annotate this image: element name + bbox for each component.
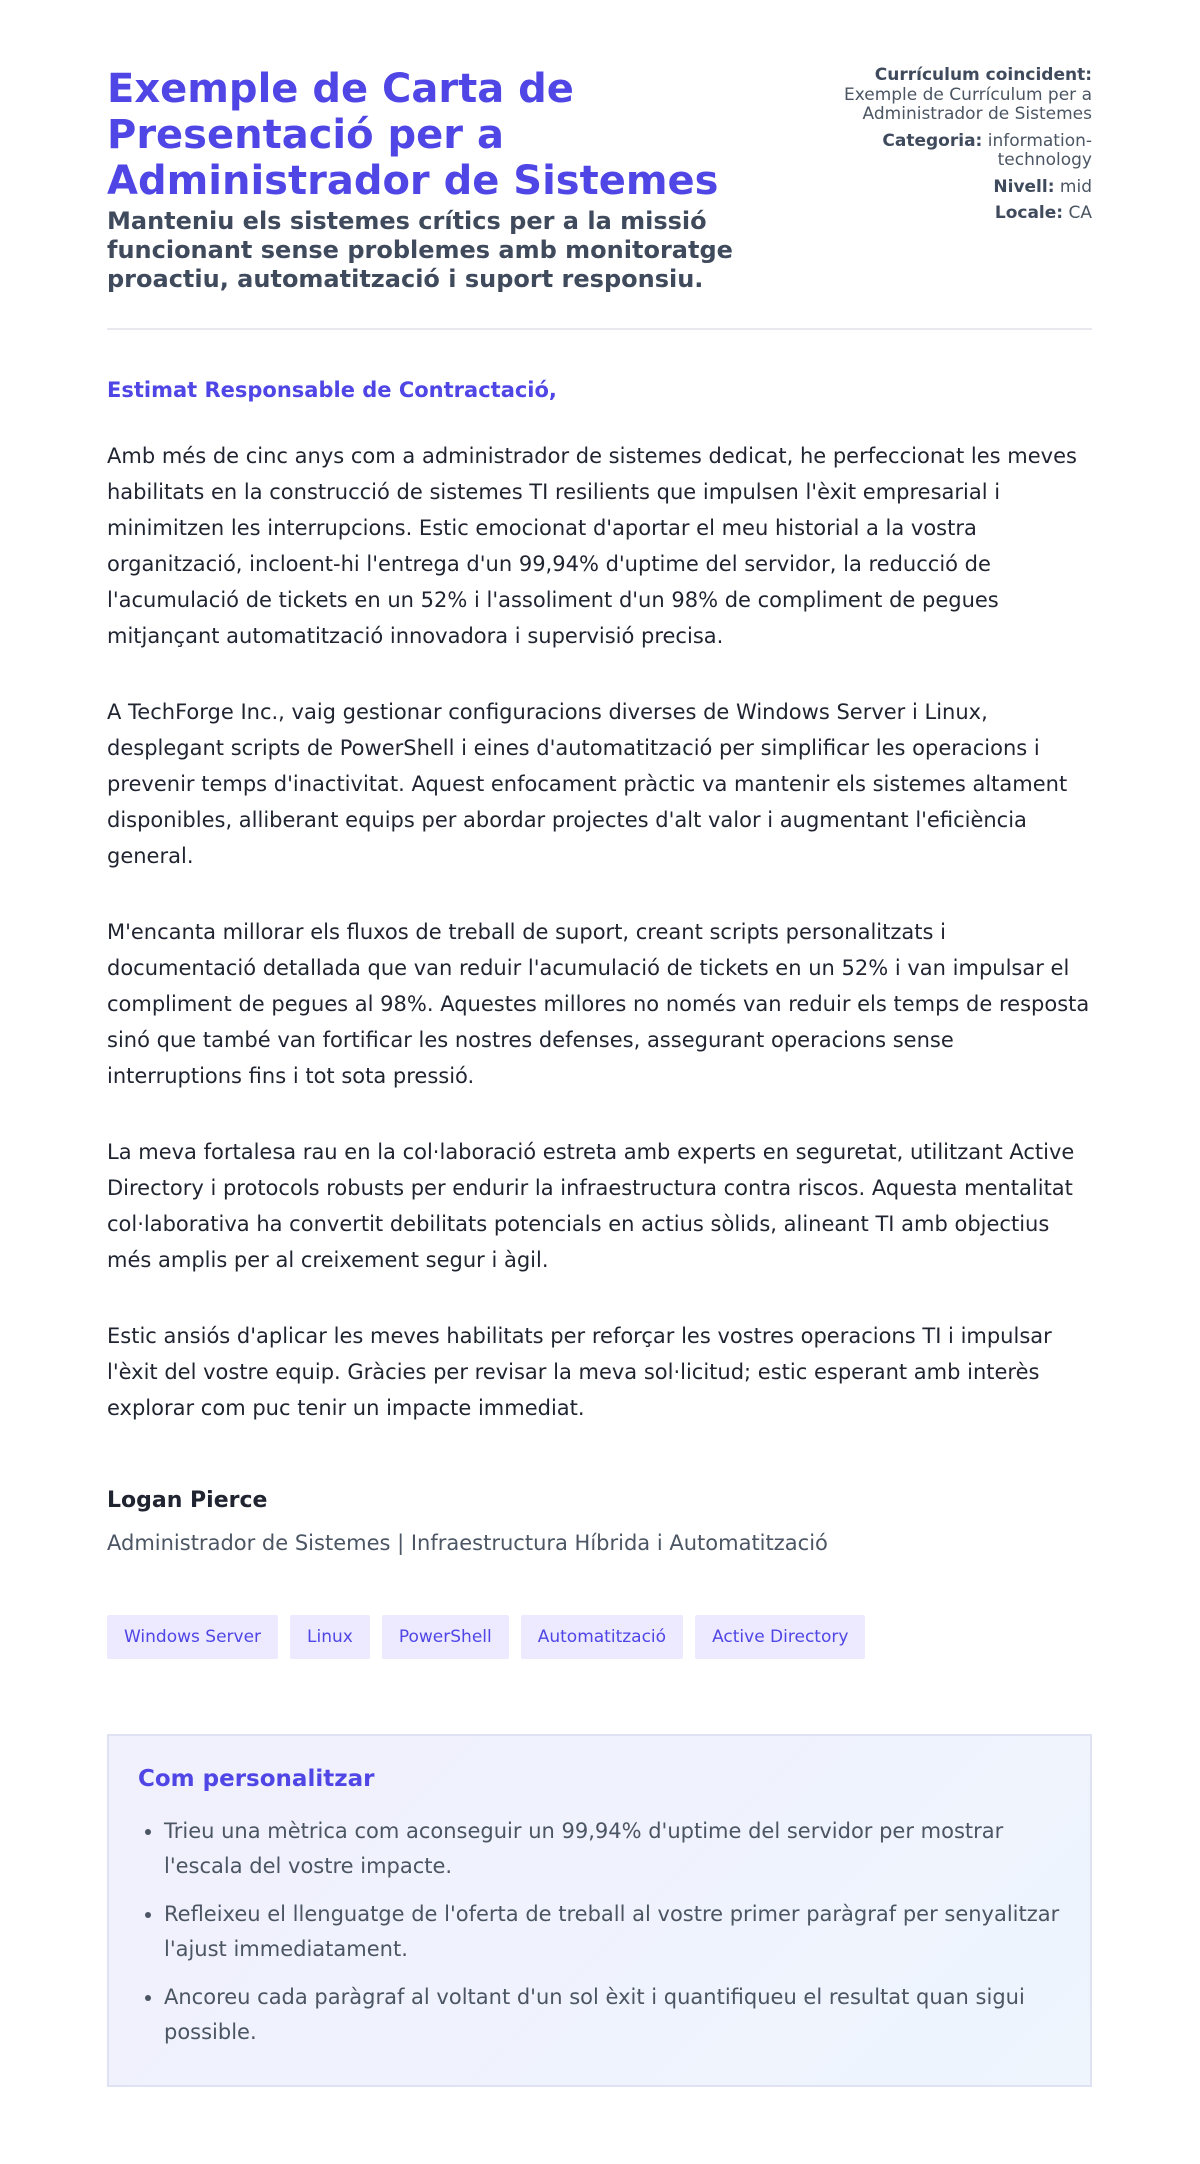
letter-body: [107, 438, 1092, 1426]
signature-role: Administrador de Sistemes | Infraestructura Híbrida i Automatització: [107, 1531, 828, 1555]
tip-item: • Ancoreu cada paràgraf al voltant d'un sol èxit i quantifiqueu el resultat quan sigui possible.: [164, 1980, 1060, 2050]
meta-category-value: information-technology: [987, 130, 1092, 170]
meta-level-label: Nivell:: [993, 176, 1055, 197]
tip-item: • Refleixeu el llenguatge de l'oferta de treball al vostre primer paràgraf per senyalitzar l'ajust immediatament.: [164, 1897, 1060, 1967]
meta-locale: [832, 204, 1092, 224]
header: [107, 66, 1092, 294]
skill-tag: Windows Server: [107, 1615, 278, 1659]
meta-category-label: Categoria:: [882, 130, 983, 151]
meta-category: [832, 132, 1092, 171]
cover-letter-page: [107, 0, 1092, 2087]
letter-paragraph: Amb més de cinc anys com a administrador de sistemes dedicat, he perfeccionat les meves habilitats en la construcció de sistemes TI resilients que impulsen l'èxit empresarial i minimitzen les interrupcions. Estic emocionat d'aportar el meu historial a la vostra organització, incloent-hi l'entrega d'un 99,94% d'uptime del servidor, la reducció de l'acumulació de tickets en un 52% i l'assoliment d'un 98% de compliment de pegues mitjançant automatització innovadora i supervisió precisa.: [107, 444, 1077, 648]
skill-tag: PowerShell: [382, 1615, 509, 1659]
meta-resume: [832, 66, 1092, 125]
meta-locale-value: CA: [1068, 203, 1092, 223]
letter-paragraph: La meva fortalesa rau en la col·laboració estreta amb experts en seguretat, utilitzant Active Directory i protocols robusts per endurir la infraestructura contra riscos. Aquesta mentalitat col·laborativa ha convertit debilitats potencials en actius sòlids, alineant TI amb objectius més amplis per al creixement segur i àgil.: [107, 1140, 1075, 1272]
meta-locale-label: Locale:: [994, 203, 1064, 223]
tip-item: • Trieu una mètrica com aconseguir un 99,94% d'uptime del servidor per mostrar l'escala del vostre impacte.: [164, 1814, 1060, 1884]
skill-tag: Active Directory: [695, 1615, 865, 1659]
page-title: Exemple de Carta de Presentació per a Administrador de Sistemes: [107, 66, 719, 204]
skill-tags: [107, 1615, 1092, 1659]
page-subtitle: Manteniu els sistemes crítics per a la missió funcionant sense problemes amb monitoratge proactiu, automatització i suport responsiu.: [107, 207, 733, 293]
meta-resume-label: Currículum coincident:: [874, 65, 1092, 85]
salutation: Estimat Responsable de Contractació,: [107, 378, 557, 402]
tips-title: Com personalitzar: [138, 1766, 375, 1792]
meta-level: [832, 178, 1092, 198]
letter-paragraph: A TechForge Inc., vaig gestionar configuracions diverses de Windows Server i Linux, desplegant scripts de PowerShell i eines d'automatització per simplificar les operacions i prevenir temps d'inactivitat. Aquest enfocament pràctic va mantenir els sistemes altament disponibles, alliberant equips per abordar projectes d'alt valor i augmentant l'eficiència general.: [107, 700, 1068, 868]
meta-panel: [832, 66, 1092, 231]
meta-level-value: mid: [1059, 176, 1092, 197]
letter-paragraph: Estic ansiós d'aplicar les meves habilitats per reforçar les vostres operacions TI i impulsar l'èxit del vostre equip. Gràcies per revisar la meva sol·licitud; estic esperant amb interès explorar com puc tenir un impacte immediat.: [107, 1324, 1052, 1420]
tips-list: [138, 1814, 1060, 2050]
meta-resume-value: Exemple de Currículum per a Administrador de Sistemes: [843, 84, 1092, 124]
skill-tag: Automatització: [521, 1615, 683, 1659]
letter-paragraph: M'encanta millorar els fluxos de treball de suport, creant scripts personalitzats i documentació detallada que van reduir l'acumulació de tickets en un 52% i van impulsar el compliment de pegues al 98%. Aquestes millores no només van reduir els temps de resposta sinó que també van fortificar les nostres defenses, assegurant operacions sense interruptions fins i tot sota pressió.: [107, 920, 1090, 1088]
skill-tag: Linux: [290, 1615, 370, 1659]
signature-name: Logan Pierce: [107, 1488, 268, 1513]
title-block: [107, 66, 807, 294]
header-divider: [107, 328, 1092, 330]
tips-box: [107, 1734, 1092, 2087]
